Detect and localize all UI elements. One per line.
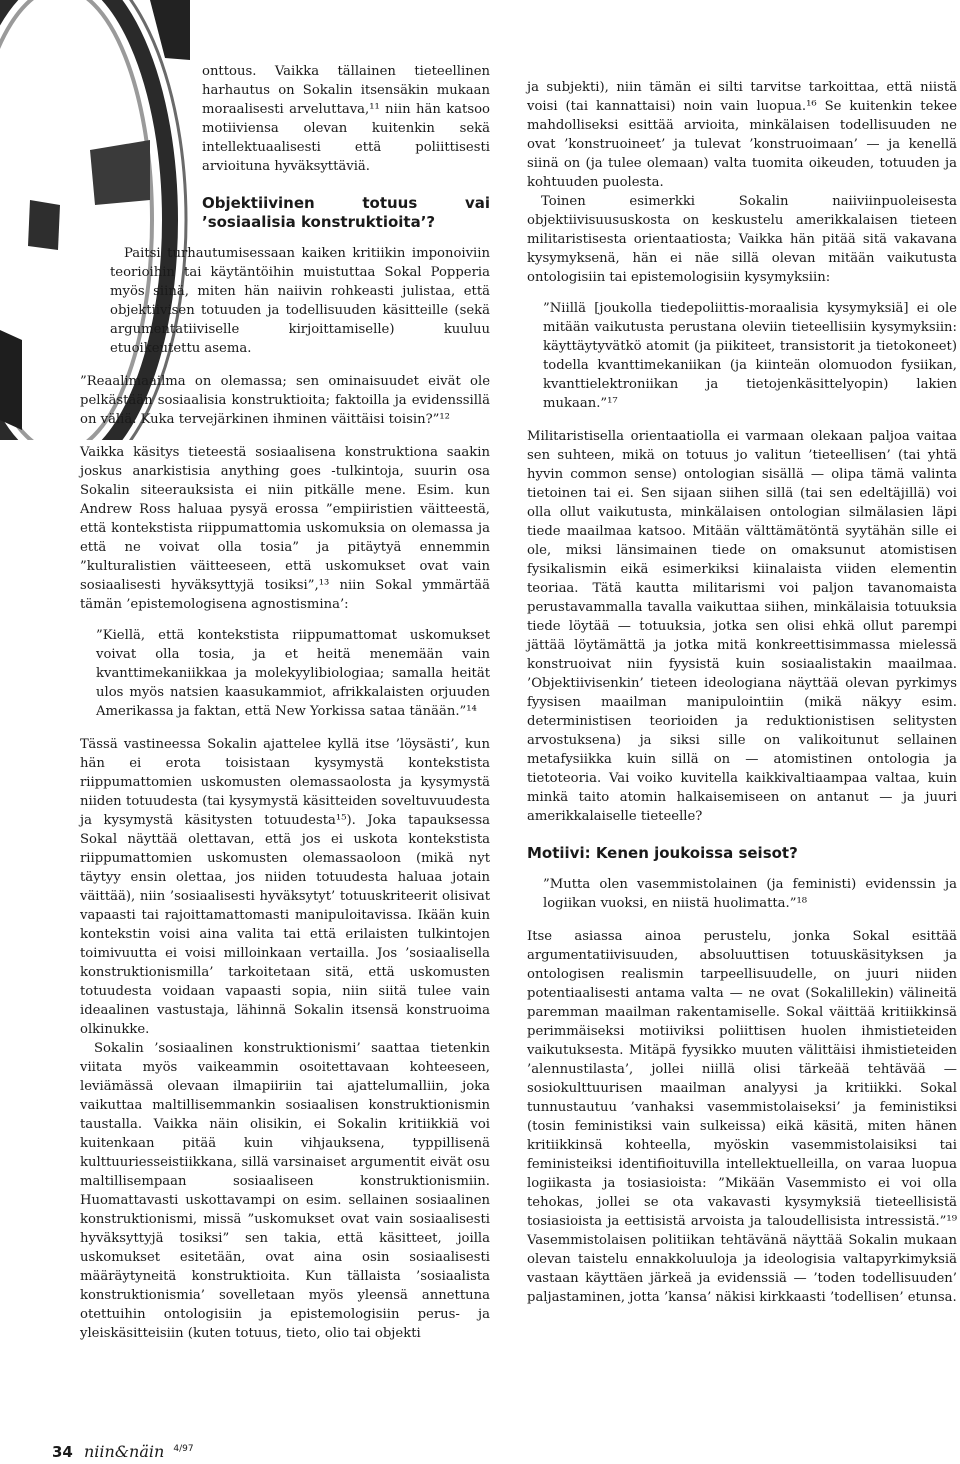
left-quote-2: ”Kiellä, että kontekstista riippumattomat uskomukset voivat olla tosia, ja et heitä menemään vain kvanttimekaniikkaa ja molekyylibiologiaa; samalla heität ulos myös natsien kaasukammiot, afrikkalaisten orjuuden Amerikassa ja faktan, että New Yorkissa sataa tänään.”¹⁴ <box>96 628 490 719</box>
left-column <box>80 62 490 1343</box>
page-number: 34 <box>52 1443 73 1461</box>
magazine-logo: niin&näin <box>83 1442 165 1461</box>
right-paragraph-1: ja subjekti), niin tämän ei silti tarvitse tarkoittaa, että niistä voisi (tai kannattaisi) noin vain luopua.¹⁶ Se kuitenkin tekee mahdolliseksi esittää arvioita, minkälaisen todellisuuden ne ovat ’konstruoineet’ ja tulevat ’konstruoimaan’ — ja kenellä siinä on (ja tulee olemaan) valta tuomita oikeuden, totuuden ja kohtuuden puolesta. <box>527 80 957 190</box>
section-heading-objective-truth: Objektiivinen totuus vai ’sosiaalisia konstruktioita’? <box>202 194 490 231</box>
right-paragraph-2: Toinen esimerkki Sokalin naiiviinpuoleisesta objektiivisuususkosta on keskustelu amerikkalaisen tieteen militaristisesta orientaatiosta; Vaikka hän pitää sitä vakavana kysymyksenä, hän ei näe sillä olevan mitään vaikutusta ontologisiin tai epistemologisiin kysymyksiin: <box>527 194 957 285</box>
right-quote-1: ”Niillä [joukolla tiedepoliittis-moraalisia kysymyksiä] ei ole mitään vaikutusta perustana oleviin tieteellisiin kysymyksiin: käyttäytyvätkö atomit (ja piikiteet, transistorit ja tietokoneet) todella kvanttimekaniikan (ja kiinteän olomuodon fysiikan, kvanttielektroniikan ja tietojenkäsittelyopin) lakien mukaan.”¹⁷ <box>543 301 957 411</box>
left-paragraph-1: Paitsi turhautumisessaan kaiken kritiikin imponoiviin teorioihin tai käytäntöihin muistuttaa Sokal Popperia myös siinä, miten hän naiivin rohkeasti julistaa, että objektiivisen totuuden ja todellisuuden käsitteille (sekä argumentatiiviselle kirjoittamiselle) kuuluu etuoikeutettu asema. <box>110 246 490 356</box>
section-heading-motive: Motiivi: Kenen joukoissa seisot? <box>527 844 798 862</box>
left-paragraph-4: Sokalin ’sosiaalinen konstruktionismi’ saattaa tietenkin viitata myös vaikeammin osoitettavaan kohteeseen, leviämässä olevaan ilmapiiriin tai ajattelumalliin, joka vaikuttaa maltillisemmankin sosiaalisen konstruktionismin taustalla. Vaikka näin olisikin, ei Sokalin kritiikkiä voi kuitenkaan pitää kuin vihjauksena, typpillisenä kulttuuriesseistiikkana, sillä varsinaiset argumentit eivät osu maltillisempaan sosiaaliseen konstruktionismiin. Huomattavasti uskottavampi on esim. sellainen sosiaalinen konstruktionismi, missä ”uskomukset ovat vain sosiaalisesti hyväksyttyjä tosiksi” sen takia, että käsitteet, joilla uskomukset esitetään, ovat aina osin sosiaalisesti määräytyneitä konstruktioita. Kun tällaista ’sosiaalista konstruktionismia’ sovelletaan myös yleensä annettuna otettuihin ontologisiin ja epistemologisiin perus- ja yleiskäsitteisiin (kuten totuus, tieto, olio tai objekti <box>80 1041 490 1341</box>
left-quote-1: ”Reaalimaailma on olemassa; sen ominaisuudet eivät ole pelkästään sosiaalisia konstruktioita; faktoilla ja evidenssillä on väliä. Kuka tervejärkinen ihminen väittäisi toisin?”¹² <box>80 374 490 427</box>
page-footer <box>52 1442 194 1461</box>
left-paragraph-2: Vaikka käsitys tieteestä sosiaalisena konstruktiona saakin joskus anarkistisia anything goes -tulkintoja, suurin osa Sokalin siteerauksista ei niin pitkälle mene. Esim. kun Andrew Ross haluaa pysyä erossa ”empiiristien väitteestä, että kontekstista riippumattomia uskomuksia on olemassa ja että ne voivat olla tosia” ja pitäytyä ennemmin ”kulturalistien väitteeseen, että uskomukset ovat vain sosiaalisesti hyväksyttyjä tosiksi”,¹³ niin Sokal ymmärtää tämän ’epistemologisena agnostismina’: <box>80 445 490 612</box>
left-paragraph-3: Tässä vastineessa Sokalin ajattelee kyllä itse ’löysästi’, kun hän ei erota toisistaan kysymystä kontekstista riippumattomien uskomusten olemassaolosta ja kysymystä niiden totuudesta (tai kysymystä käsitteiden soveltuvuudesta ja kysymystä käsitysten totuudesta¹⁵). Joka tapauksessa Sokal näyttää olettavan, että jos ei uskota kontekstista riippumattomien uskomusten olemassaoloon (mikä nyt täytyy ensin olettaa, jos niiden totuudesta haluaa jotain väittää), niin ’sosiaalisesti hyväksytyt’ totuuskriteerit olisivat vapaasti tai rajoittamattomasti manipuloitavissa. Ikään kuin kontekstin voisi aina valita tai että erilaisten tulkintojen toimivuutta ei voisi milloinkaan vertailla. Jos ’sosiaalisella konstruktionismilla’ tarkoitetaan sitä, että uskomusten totuudesta voidaan vapaasti sopia, niin siitä tulee vain ideaalinen vastustaja, lähinnä Sokalin itsensä konstruoima olkinukke. <box>80 737 490 1037</box>
right-quote-2: ”Mutta olen vasemmistolainen (ja feministi) evidenssin ja logiikan vuoksi, en niistä huolimatta.”¹⁸ <box>543 877 957 911</box>
right-paragraph-4: Itse asiassa ainoa perustelu, jonka Sokal esittää argumentatiivisuuden, absoluuttisen totuuskäsityksen ja ontologisen realismin tarpeellisuudelle, on juuri niiden potentiaalisesti antama valta — ne ovat (Sokalillekin) välineitä paremman maailman rakentamiselle. Sokal väittää kritiikkinsä perimmäiseksi motiiviksi poliittisen huolen ihmistieteiden vaikutuksesta. Mitäpä fyysikko muuten välittäisi ihmistieteiden ’alennustilasta’, jollei niillä olisi tärkeää tehtävää — sosiokulttuurisen maailman analyysi ja kritiikki. Sokal tunnustautuu ’vanhaksi vasemmistolaiseksi’ ja feministiksi (tosin feministiksi vain sulkeissa) eikä käsitä, miten hänen kritiikkinsä kohteella, myöskin vasemmistolaisiksi tai feministeiksi identifioituvilla intellektuelleilla, on varaa luopua logiikasta ja tosiasioista: ”Mikään Vasemmisto ei voi olla tehokas, jollei se ota vakavasti kysymyksiä tieteellisistä tosiasioista ja eettisistä arvoista ja taloudellisista intressistä.”¹⁹ Vasemmistolaisen politiikan tehtävänä näyttää Sokalin mukaan olevan taistelu ennakkoluuloja ja ideologisia valtapyrkimyksiä vastaan käyttäen järkeä ja evidenssiä — ’toden todellisuuden’ paljastaminen, jotta ’kansa’ näkisi kirkkaasti ’todellisen’ etunsa. <box>527 929 957 1305</box>
left-intro-paragraph: onttous. Vaikka tällainen tieteellinen harhautus on Sokalin itsensäkin mukaan moraalisesti arveluttava,¹¹ niin hän katsoo motiiviensa olevan kuitenkin sekä intellektuaalisesti että poliittisesti arvioituna hyväksyttäviä. <box>202 64 490 174</box>
right-column <box>527 78 957 1307</box>
right-paragraph-3: Militaristisella orientaatiolla ei varmaan olekaan paljoa vaitaa sen suhteen, mikä on totuus jo valitun ’tieteellisen’ (tai yhtä hyvin common sense) ontologian sisällä — olipa tämä valinta tietoinen tai ei. Sen sijaan siihen sillä (tai sen edeltäjillä) voi olla ollut vaikutusta, minkälaisen ontologian silmälasien läpi tiede maailmaa katsoo. Mitään välttämätöntä syytähän sille ei ole, miksi länsimainen tiede on omaksunut atomistisen fysikalismin eikä esimerkiksi kiinalaista viiden elementin teoriaa. Tätä kautta militarismi voi paljon tavanomaista perustavammalla tavalla vaikuttaa siihen, minkälaisia totuuksia tiede löytää — totuuksia, jotka sen olisi ehkä ollut parempi jättää löytämättä ja jotka mitä konkreettisimmassa mielessä konstruoivat niin fyysistä kuin sosiaalistakin maailmaa. ’Objektiivisenkin’ tieteen ideologiana näyttää olevan pyrkimys fyysisen maailman manipulointiin (mikä näkyy esim. deterministisen teorioiden ja reduktionistisen selitysten arvostuksena) ja siksi sille on valikoitunut sellainen metafysiikka kuin sillä on — atomistinen ontologia ja tietoteoria. Vai voiko kuvitella kaikkivaltiaampaa valtaa, kuin minkä taito atomin halkaisemiseen on antanut — ja juuri amerikkalaiselle tieteelle? <box>527 429 957 824</box>
issue-label: 4/97 <box>173 1443 194 1454</box>
